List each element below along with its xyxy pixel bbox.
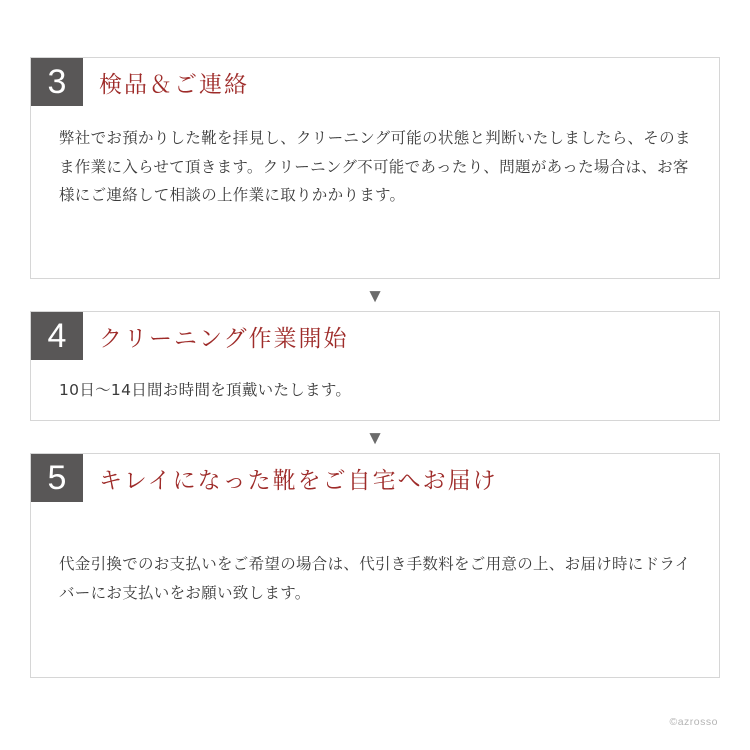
step-header bbox=[31, 58, 719, 106]
step-body bbox=[31, 502, 719, 607]
down-arrow-icon: ▼ bbox=[365, 428, 385, 449]
step-body bbox=[31, 360, 719, 405]
step-body bbox=[31, 106, 719, 210]
step-title: 検品＆ご連絡 bbox=[99, 71, 249, 98]
step-body-text: 代金引換でのお支払いをご希望の場合は、代引き手数料をご用意の上、お届け時にドライバーにお支払いをお願い致します。 bbox=[59, 555, 691, 602]
step-body-text: 10日〜14日間お時間を頂戴いたします。 bbox=[59, 381, 352, 399]
step-card-3 bbox=[30, 57, 720, 279]
step-card-5 bbox=[30, 453, 720, 678]
step-header bbox=[31, 454, 719, 502]
step-header bbox=[31, 312, 719, 360]
step-number-badge: 4 bbox=[31, 312, 83, 360]
step-card-4 bbox=[30, 311, 720, 421]
step-number-badge: 3 bbox=[31, 58, 83, 106]
step-number-badge: 5 bbox=[31, 454, 83, 502]
step-body-text: 弊社でお預かりした靴を拝見し、クリーニング可能の状態と判断いたしましたら、そのまま作業に入らせて頂きます。クリーニング不可能であったり、問題があった場合は、お客様にご連絡して相談の上作業に取りかかります。 bbox=[59, 129, 691, 205]
credit-text: ©azrosso bbox=[669, 716, 718, 728]
down-arrow-icon: ▼ bbox=[365, 286, 385, 307]
step-title: クリーニング作業開始 bbox=[99, 325, 349, 352]
step-title: キレイになった靴をご自宅へお届け bbox=[99, 467, 498, 494]
